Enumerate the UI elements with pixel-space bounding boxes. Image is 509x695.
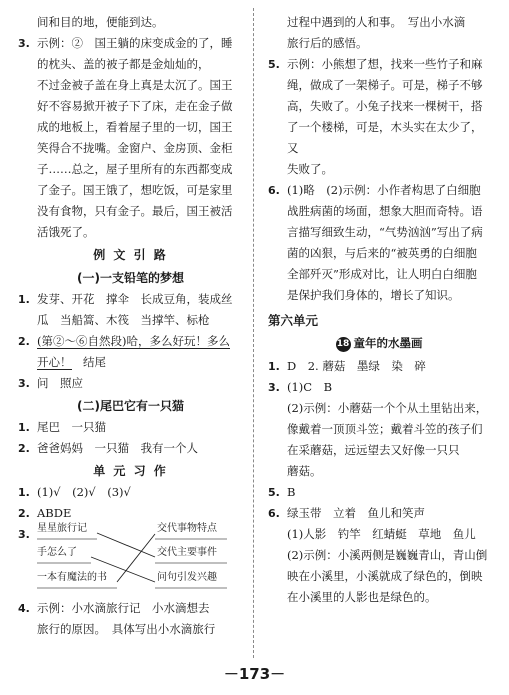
answer-text: B [287,485,296,499]
question-number: 3. [18,37,30,50]
answer-line: 示例：小熊想了想，找来一些竹子和麻 [287,57,483,71]
matching-left-item: 一本有魔法的书 [37,572,107,583]
answer-s3q3-matching [18,524,243,598]
question-number: 2. [18,335,30,348]
question-number: 6. [268,184,280,197]
lesson-number-badge: 18 [336,337,351,352]
answer-line: (2)示例：小蘑菇一个个从土里钻出来， [287,401,488,415]
question-number: 3. [18,377,30,390]
answer-r6 [268,503,490,524]
question-number: 6. [268,507,280,520]
answer-text: 绿玉带 立着 鱼儿和笑声 [287,506,425,520]
answer-text: 问 照应 [37,376,83,390]
answer-line: 没有食物，只有金子。最后，国王被活 [37,204,233,218]
answer-line: 活饿死了。 [37,225,95,239]
answer-line: 瓜 当船篙、木筏 当撑竿、标枪 [37,313,210,327]
question-number: 2. [18,507,30,520]
answer-line: 言描写细致生动，“气势汹汹”写出了病 [287,225,483,239]
matching-right-item: 问句引发兴趣 [157,572,217,583]
answer-line: 全部歼灭”形成对比，让人明白白细胞 [287,267,477,281]
answer-q6 [268,180,490,306]
answer-line: 战胜病菌的场面，想象大胆而奇特。语 [287,204,483,218]
answer-line: 是保护我们身体的，增长了知识。 [287,288,460,302]
answer-line: 的枕头、盖的被子都是金灿灿的， [37,57,210,71]
answer-line: 不过金被子盖在身上真是太沉了。国王 [37,78,233,92]
matching-right-item: 交代事物特点 [157,523,217,534]
question-number: 1. [18,421,30,434]
answer-text: D 2. 蘑菇 墨绿 染 碎 [287,359,426,373]
answer-s2q1 [18,417,243,438]
answer-line: 旅行的原因。 具体写出小水滴旅行 [37,622,216,636]
answer-q3 [18,33,243,243]
answer-r6-part1 [268,524,490,608]
answer-s1q3 [18,373,243,394]
right-column [268,12,490,608]
answer-q5 [268,54,490,180]
question-number: 3. [18,528,30,541]
question-number: 4. [18,602,30,615]
answer-line: 了金子。国王饿了，想吃饭，可是家里 [37,183,233,197]
answer-text: 尾巴 一只猫 [37,420,106,434]
answer-s2q2 [18,438,243,459]
subsection-title-tail: (二)尾巴它有一只猫 [77,399,184,413]
answer-continuation: 旅行后的感悟。 [287,36,368,50]
question-number: 5. [268,486,280,499]
answer-line: 菌的凶狠，与后来的“被英勇的白细胞 [287,246,477,260]
question-number: 1. [18,293,30,306]
unit-title: 第六单元 [268,313,319,328]
answer-line: 蘑菇。 [287,464,322,478]
answer-s1q2 [18,331,243,373]
answer-line: (1)人影 钓竿 红蜻蜓 草地 鱼儿 [287,527,476,541]
answer-text: 爸爸妈妈 一只猫 我有一个人 [37,441,198,455]
answer-s1q1 [18,289,243,331]
answer-line: 在采蘑菇，远远望去又好像一只只 [287,443,460,457]
lesson-title: 童年的水墨画 [353,336,423,350]
underlined-answer: 开心！ [37,355,72,369]
section-title-unit-writing: 单 元 习 作 [93,464,168,478]
lesson-title-row [268,333,490,354]
matching-left-item: 星星旅行记 [37,523,87,534]
answer-text: (1)√ (2)√ (3)√ [37,485,131,499]
answer-line: 失败了。 [287,162,333,176]
matching-right-item: 交代主要事件 [157,547,217,558]
answer-s3q1 [18,482,243,503]
answer-r3 [268,377,490,398]
subsection-title-pencil: (一)一支铅笔的梦想 [77,271,184,285]
answer-line: 示例：② 国王躺的床变成金的了，睡 [37,36,233,50]
answer-r1 [268,356,490,377]
matching-left-item: 手怎么了 [37,547,77,558]
matching-diagram [37,524,243,596]
question-number: 2. [18,442,30,455]
answer-line: 映在小溪里，小溪就成了绿色的，倒映 [287,569,483,583]
answer-line: 笑得合不拢嘴。金窗户、金房顶、金柜 [37,141,233,155]
answer-line: 在小溪里的人影也是绿色的。 [287,590,437,604]
answer-line: 成的地板上，看着屋子里的一切，国王 [37,120,233,134]
answer-line: 绳，做成了一架梯子。可是，梯子不够 [287,78,483,92]
column-divider [253,8,254,658]
answer-text: (1)C B [287,380,333,394]
answer-line: 示例：小水滴旅行记 小水滴想去 [37,601,210,615]
answer-line: (1)略 (2)示例：小作者构思了白细胞 [287,183,481,197]
left-column [18,12,243,640]
question-number: 1. [18,486,30,499]
section-title-example-essays: 例 文 引 路 [93,248,168,262]
answer-r3-part2 [268,398,490,482]
answer-continuation: 间和目的地，便能到达。 [37,15,164,29]
answer-s3q4 [18,598,243,640]
page-number: －173－ [223,665,286,683]
answer-line: (2)示例：小溪两侧是巍巍青山，青山倒 [287,548,488,562]
answer-text: ABDE [37,506,72,520]
answer-line: 好不容易掀开被子下了床，走在金子做 [37,99,233,113]
question-number: 5. [268,58,280,71]
answer-line: 像戴着一顶顶斗笠；戴着斗笠的孩子们 [287,422,483,436]
answer-line: 了一个楼梯，可是，木头实在太少了，又 [287,120,483,155]
answer-text: 结尾 [71,355,106,369]
answer-continuation: 过程中遇到的人和事。 写出小水滴 [287,15,466,29]
answer-line: 发芽、开花 撑伞 长成豆角，装成丝 [37,292,233,306]
underlined-answer: (第②～⑥自然段)哈，多么好玩！多么 [37,334,230,348]
answer-r5 [268,482,490,503]
answer-line: 高，失败了。小兔子找来一棵树干，搭 [287,99,483,113]
question-number: 3. [268,381,280,394]
question-number: 1. [268,360,280,373]
answer-line: 子……总之，屋子里所有的东西都变成 [37,162,233,176]
